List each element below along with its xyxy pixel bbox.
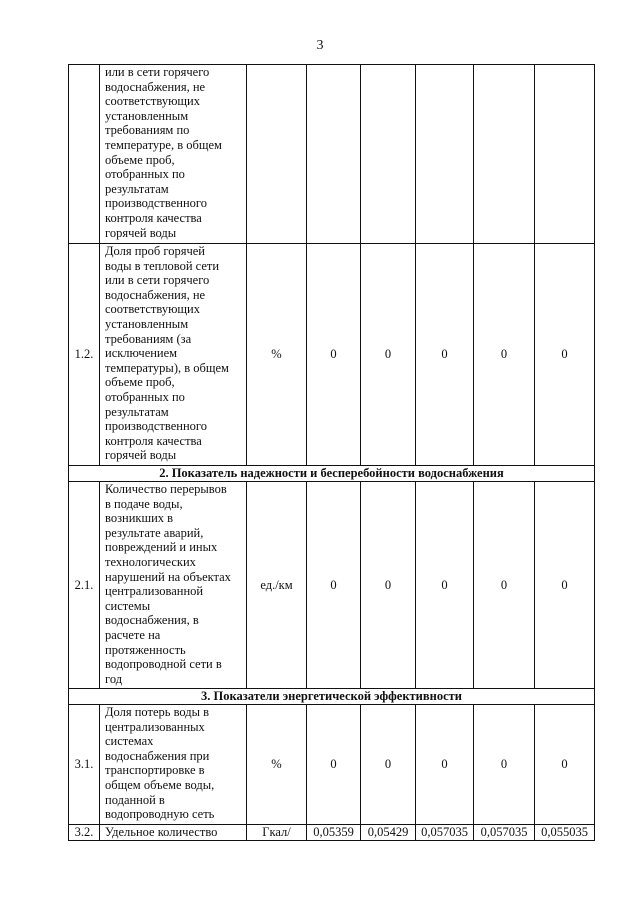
table-row: [69, 65, 595, 244]
row-value: 0: [474, 244, 535, 466]
row-description: Доля потерь воды в централизованных системах водоснабжения при транспортировке в общем объеме воды, поданной в водопроводную сеть: [100, 705, 247, 825]
table-row: [69, 244, 595, 466]
indicators-table: [68, 64, 595, 841]
row-value: [361, 65, 416, 244]
row-unit: %: [247, 244, 307, 466]
page-number: 3: [316, 38, 324, 53]
row-unit: Гкал/: [247, 825, 307, 841]
row-value: 0: [307, 705, 361, 825]
row-description: или в сети горячего водоснабжения, не соответствующих установленным требованиям по температуре, в общем объеме проб, отобранных по результатам производственного контроля качества горячей воды: [100, 65, 247, 244]
row-unit: ед./км: [247, 482, 307, 689]
table-row: [69, 482, 595, 689]
row-number: 3.1.: [69, 705, 100, 825]
row-number: 3.2.: [69, 825, 100, 841]
section-title: 3. Показатели энергетической эффективности: [69, 689, 595, 705]
row-number: 1.2.: [69, 244, 100, 466]
row-value: 0,057035: [474, 825, 535, 841]
row-value: 0: [416, 482, 474, 689]
row-value: [535, 65, 595, 244]
row-value: [416, 65, 474, 244]
row-value: 0,05429: [361, 825, 416, 841]
row-number: 2.1.: [69, 482, 100, 689]
table-row: [69, 705, 595, 825]
row-value: 0: [535, 482, 595, 689]
section-title: 2. Показатель надежности и бесперебойности водоснабжения: [69, 466, 595, 482]
row-value: [307, 65, 361, 244]
row-value: 0,05359: [307, 825, 361, 841]
table-row: [69, 825, 595, 841]
row-unit: %: [247, 705, 307, 825]
row-value: 0: [307, 244, 361, 466]
row-value: 0: [361, 244, 416, 466]
row-value: 0: [307, 482, 361, 689]
row-unit: [247, 65, 307, 244]
row-description: Доля проб горячей воды в тепловой сети или в сети горячего водоснабжения, не соответствующих установленным требованиям (за исключением температуры), в общем объеме проб, отобранных по результатам производственного контроля качества горячей воды: [100, 244, 247, 466]
row-value: [474, 65, 535, 244]
row-description: Удельное количество: [100, 825, 247, 841]
row-value: 0: [474, 705, 535, 825]
row-value: 0: [416, 244, 474, 466]
row-value: 0,057035: [416, 825, 474, 841]
row-description: Количество перерывов в подаче воды, возникших в результате аварий, повреждений и иных технологических нарушений на объектах централизованной системы водоснабжения, в расчете на протяженность водопроводной сети в год: [100, 482, 247, 689]
row-value: 0: [474, 482, 535, 689]
section-header: [69, 466, 595, 482]
row-value: 0: [535, 244, 595, 466]
row-value: 0: [416, 705, 474, 825]
row-number: [69, 65, 100, 244]
row-value: 0: [535, 705, 595, 825]
row-value: 0: [361, 482, 416, 689]
section-header: [69, 689, 595, 705]
row-value: 0,055035: [535, 825, 595, 841]
row-value: 0: [361, 705, 416, 825]
